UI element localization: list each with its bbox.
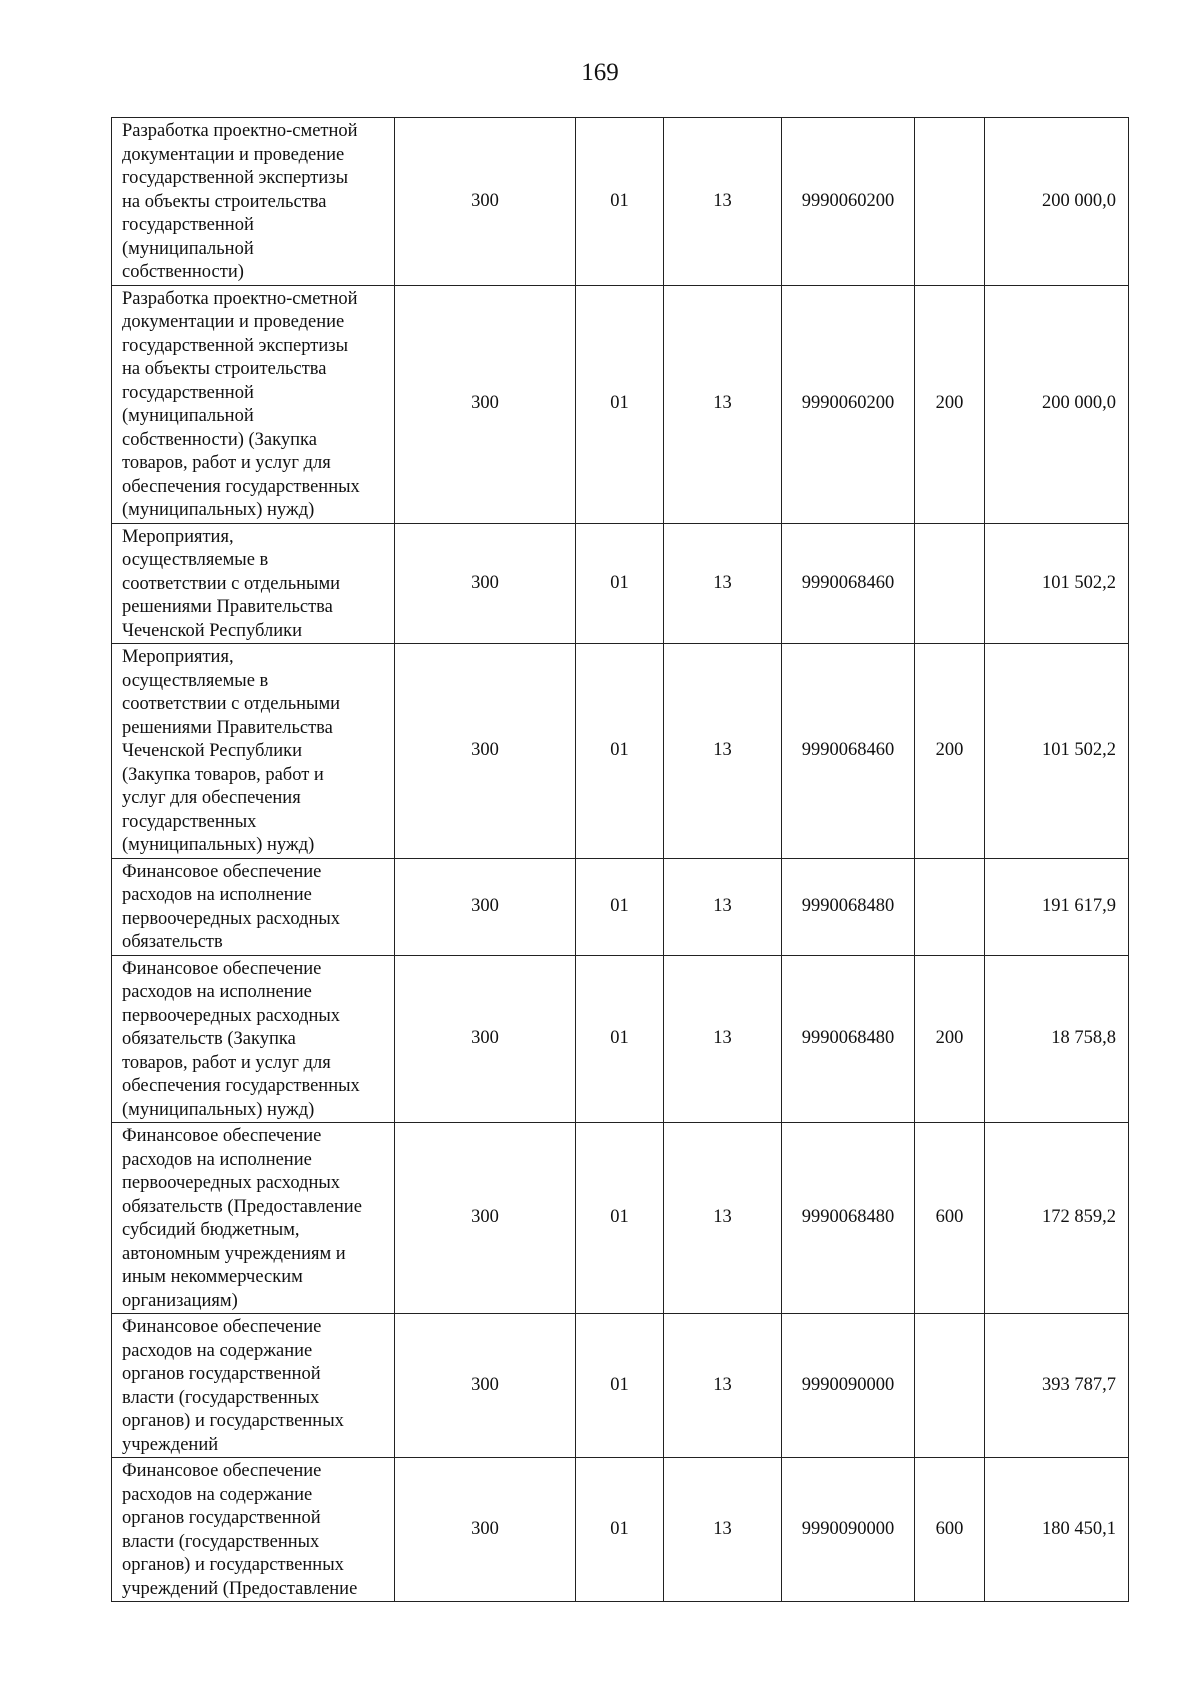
expense-kind-code: 200 (915, 955, 985, 1123)
subsection-code: 13 (664, 858, 782, 955)
expense-kind-code (915, 118, 985, 286)
target-code: 9990068480 (782, 1123, 915, 1314)
amount: 200 000,0 (985, 285, 1129, 523)
expense-kind-code: 200 (915, 644, 985, 859)
table-row (112, 1123, 1129, 1314)
table-row (112, 118, 1129, 286)
target-code: 9990068480 (782, 955, 915, 1123)
table-row (112, 955, 1129, 1123)
subsection-code: 13 (664, 118, 782, 286)
expense-kind-code (915, 1314, 985, 1458)
admin-code: 300 (395, 285, 576, 523)
expense-kind-code: 600 (915, 1123, 985, 1314)
subsection-code: 13 (664, 1314, 782, 1458)
section-code: 01 (576, 1314, 664, 1458)
target-code: 9990068460 (782, 523, 915, 644)
table-row (112, 1314, 1129, 1458)
amount: 200 000,0 (985, 118, 1129, 286)
subsection-code: 13 (664, 1458, 782, 1602)
expense-kind-code: 600 (915, 1458, 985, 1602)
amount: 18 758,8 (985, 955, 1129, 1123)
expense-kind-code (915, 523, 985, 644)
section-code: 01 (576, 285, 664, 523)
table-row (112, 523, 1129, 644)
admin-code: 300 (395, 858, 576, 955)
amount: 191 617,9 (985, 858, 1129, 955)
section-code: 01 (576, 118, 664, 286)
admin-code: 300 (395, 1314, 576, 1458)
table-body (112, 118, 1129, 1602)
amount: 101 502,2 (985, 644, 1129, 859)
table-row (112, 644, 1129, 859)
target-code: 9990090000 (782, 1458, 915, 1602)
target-code: 9990060200 (782, 118, 915, 286)
section-code: 01 (576, 1458, 664, 1602)
subsection-code: 13 (664, 285, 782, 523)
admin-code: 300 (395, 955, 576, 1123)
section-code: 01 (576, 1123, 664, 1314)
admin-code: 300 (395, 644, 576, 859)
row-description: Финансовое обеспечение расходов на исполнение первоочередных расходных обязательств (Закупка товаров, работ и услуг для обеспечения государственных (муниципальных) нужд) (112, 955, 395, 1123)
amount: 393 787,7 (985, 1314, 1129, 1458)
target-code: 9990060200 (782, 285, 915, 523)
section-code: 01 (576, 523, 664, 644)
target-code: 9990068460 (782, 644, 915, 859)
subsection-code: 13 (664, 955, 782, 1123)
section-code: 01 (576, 858, 664, 955)
table-row (112, 285, 1129, 523)
expense-kind-code (915, 858, 985, 955)
amount: 101 502,2 (985, 523, 1129, 644)
amount: 172 859,2 (985, 1123, 1129, 1314)
page-number: 169 (581, 59, 619, 86)
section-code: 01 (576, 644, 664, 859)
row-description: Мероприятия, осуществляемые в соответствии с отдельными решениями Правительства Чеченской Республики (Закупка товаров, работ и услуг для обеспечения государственных (муниципальных) нужд) (112, 644, 395, 859)
table-row (112, 1458, 1129, 1602)
row-description: Финансовое обеспечение расходов на исполнение первоочередных расходных обязательств (112, 858, 395, 955)
admin-code: 300 (395, 1123, 576, 1314)
row-description: Разработка проектно-сметной документации и проведение государственной экспертизы на объекты строительства государственной (муниципальной собственности) (112, 118, 395, 286)
subsection-code: 13 (664, 644, 782, 859)
table-row (112, 858, 1129, 955)
row-description: Финансовое обеспечение расходов на исполнение первоочередных расходных обязательств (Предоставление субсидий бюджетным, автономным учреждениям и иным некоммерческим организациям) (112, 1123, 395, 1314)
expense-kind-code: 200 (915, 285, 985, 523)
amount: 180 450,1 (985, 1458, 1129, 1602)
row-description: Финансовое обеспечение расходов на содержание органов государственной власти (государственных органов) и государственных учреждений (Предоставление (112, 1458, 395, 1602)
admin-code: 300 (395, 118, 576, 286)
section-code: 01 (576, 955, 664, 1123)
subsection-code: 13 (664, 1123, 782, 1314)
budget-table (111, 117, 1129, 1602)
admin-code: 300 (395, 1458, 576, 1602)
subsection-code: 13 (664, 523, 782, 644)
row-description: Финансовое обеспечение расходов на содержание органов государственной власти (государственных органов) и государственных учреждений (112, 1314, 395, 1458)
row-description: Разработка проектно-сметной документации и проведение государственной экспертизы на объекты строительства государственной (муниципальной собственности) (Закупка товаров, работ и услуг для обеспечения государственных (муниципальных) нужд) (112, 285, 395, 523)
admin-code: 300 (395, 523, 576, 644)
target-code: 9990068480 (782, 858, 915, 955)
target-code: 9990090000 (782, 1314, 915, 1458)
row-description: Мероприятия, осуществляемые в соответствии с отдельными решениями Правительства Чеченской Республики (112, 523, 395, 644)
